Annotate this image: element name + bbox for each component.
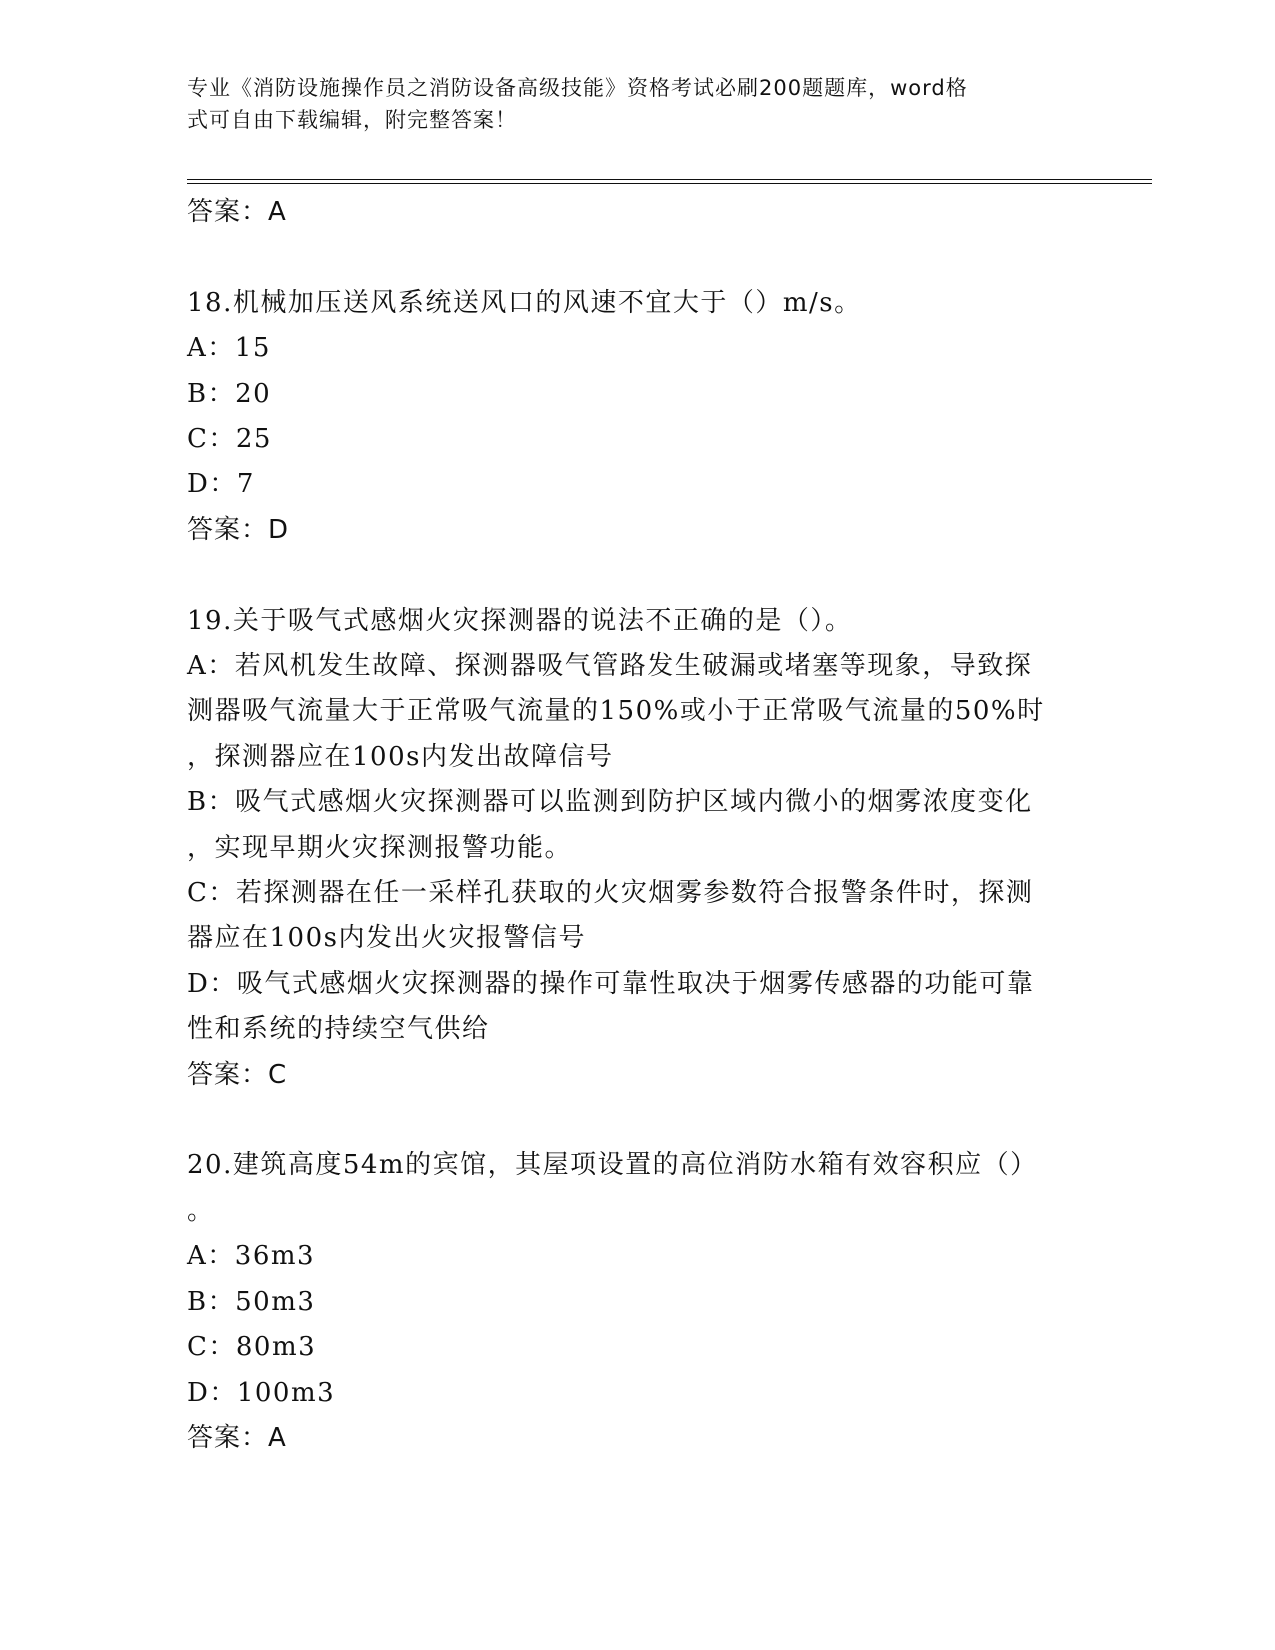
option-line: A：若风机发生故障、探测器吸气管路发生破漏或堵塞等现象，导致探 bbox=[187, 651, 1033, 682]
question-stem: 19.关于吸气式感烟火灾探测器的说法不正确的是（）。 bbox=[187, 605, 853, 636]
answer-line: 答案：A bbox=[187, 197, 287, 227]
option-line: 器应在100s内发出火灾报警信号 bbox=[187, 923, 586, 954]
spacer bbox=[187, 235, 1087, 280]
document-header bbox=[187, 72, 1067, 136]
header-line-2: 式可自由下载编辑，附完整答案！ bbox=[187, 108, 517, 132]
spacer bbox=[187, 1098, 1087, 1143]
answer-line: 答案：A bbox=[187, 1422, 287, 1453]
option-line: 性和系统的持续空气供给 bbox=[187, 1014, 490, 1045]
question-block bbox=[187, 281, 1087, 553]
question-stem-continued: 。 bbox=[187, 1195, 215, 1226]
option-a bbox=[187, 644, 1087, 780]
option-line: 测器吸气流量大于正常吸气流量的150%或小于正常吸气流量的50%时 bbox=[187, 696, 1045, 727]
option-d: D：7 bbox=[187, 469, 255, 500]
option-c: C：25 bbox=[187, 424, 272, 455]
option-a: A：36m3 bbox=[187, 1241, 316, 1272]
option-b bbox=[187, 780, 1087, 871]
option-line: ，实现早期火灾探测报警功能。 bbox=[187, 832, 573, 863]
spacer bbox=[187, 553, 1087, 598]
option-line: B：吸气式感烟火灾探测器可以监测到防护区域内微小的烟雾浓度变化 bbox=[187, 787, 1033, 818]
option-d bbox=[187, 962, 1087, 1053]
question-block bbox=[187, 599, 1087, 1098]
question-stem: 18.机械加压送风系统送风口的风速不宜大于（）m/s。 bbox=[187, 287, 862, 318]
option-a: A：15 bbox=[187, 333, 271, 364]
option-b: B：50m3 bbox=[187, 1286, 316, 1317]
option-line: C：若探测器在任一采样孔获取的火灾烟雾参数符合报警条件时，探测 bbox=[187, 878, 1034, 909]
option-c bbox=[187, 871, 1087, 962]
option-d: D：100m3 bbox=[187, 1377, 336, 1408]
option-b: B：20 bbox=[187, 378, 272, 409]
question-stem: 20.建筑高度54m的宾馆，其屋项设置的高位消防水箱有效容积应（） bbox=[187, 1150, 1038, 1181]
option-c: C：80m3 bbox=[187, 1332, 317, 1363]
answer-line: 答案：C bbox=[187, 1059, 288, 1090]
answer-line: 答案：D bbox=[187, 514, 290, 545]
question-list bbox=[187, 190, 1087, 1461]
option-line: D：吸气式感烟火灾探测器的操作可靠性取决于烟雾传感器的功能可靠 bbox=[187, 968, 1035, 999]
option-line: ，探测器应在100s内发出故障信号 bbox=[187, 741, 614, 772]
header-divider-top bbox=[187, 179, 1152, 180]
question-block bbox=[187, 1143, 1087, 1461]
header-divider-bottom bbox=[187, 183, 1152, 184]
header-line-1: 专业《消防设施操作员之消防设备高级技能》资格考试必刷200题题库，word格 bbox=[187, 76, 968, 100]
